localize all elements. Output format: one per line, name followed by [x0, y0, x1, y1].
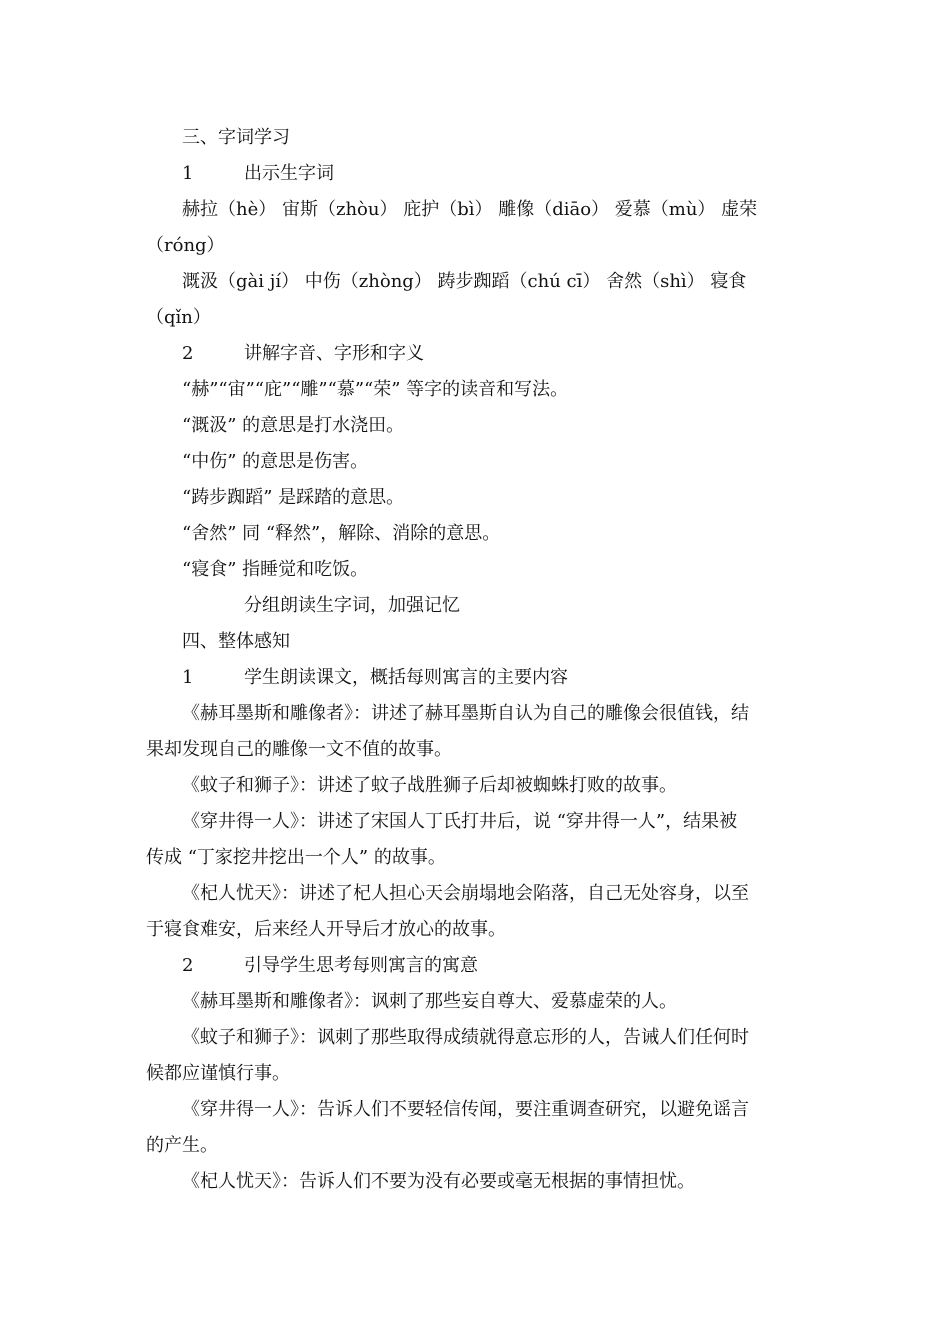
- item-1-heading: [182, 162, 334, 186]
- explanation-line: “踌步踟蹈” 是踩踏的意思。: [182, 487, 405, 508]
- section4-heading: 四、整体感知: [182, 631, 290, 652]
- group-read-line: 分组朗读生字词，加强记忆: [244, 595, 460, 616]
- summary-line: 《杞人忧天》：讲述了杞人担心天会崩塌地会陷落，自己无处容身，以至: [182, 883, 749, 904]
- vocab-line-continuation: （róng）: [146, 235, 225, 256]
- vocab-line: 溉汲（gài jí） 中伤（zhòng） 踌步踟蹈（chú cī） 舍然（shì） 寝食: [182, 271, 747, 292]
- moral-line: 《穿井得一人》：告诉人们不要轻信传闻，要注重调查研究，以避免谣言: [182, 1099, 749, 1120]
- explanation-line: “溉汲” 的意思是打水浇田。: [182, 415, 405, 436]
- vocab-line: 赫拉（hè） 宙斯（zhòu） 庇护（bì） 雕像（diāo） 爱慕（mù） 虚荣: [182, 199, 758, 220]
- explanation-line: “中伤” 的意思是伤害。: [182, 451, 369, 472]
- summary-line-continuation: 于寝食难安，后来经人开导后才放心的故事。: [146, 919, 506, 940]
- explanation-line: “舍然” 同 “释然”，解除、消除的意思。: [182, 523, 501, 544]
- item-number: 2: [182, 955, 194, 976]
- moral-line: 《赫耳墨斯和雕像者》：讽刺了那些妄自尊大、爱慕虚荣的人。: [182, 991, 677, 1012]
- item-number: 2: [182, 343, 194, 364]
- item-2-heading: [182, 954, 478, 978]
- item-number: 1: [182, 667, 194, 688]
- summary-line: 《赫耳墨斯和雕像者》：讲述了赫耳墨斯自认为自己的雕像会很值钱，结: [182, 703, 749, 724]
- item-2-heading: [182, 342, 424, 366]
- section3-heading: 三、字词学习: [182, 127, 290, 148]
- moral-line-continuation: 候都应谨慎行事。: [146, 1063, 290, 1084]
- item-title: 出示生字词: [244, 163, 334, 184]
- explanation-line: “寝食” 指睡觉和吃饭。: [182, 559, 369, 580]
- item-1-heading: [182, 666, 568, 690]
- summary-line: 《穿井得一人》：讲述了宋国人丁氏打井后，说 “穿井得一人”，结果被: [182, 811, 738, 832]
- item-title: 讲解字音、字形和字义: [244, 343, 424, 364]
- vocab-line-continuation: （qǐn）: [146, 307, 211, 328]
- moral-line: 《杞人忧天》：告诉人们不要为没有必要或毫无根据的事情担忧。: [182, 1171, 695, 1192]
- explanation-line: “赫”“宙”“庇”“雕”“慕”“荣” 等字的读音和写法。: [182, 379, 569, 400]
- item-title: 引导学生思考每则寓言的寓意: [244, 955, 478, 976]
- moral-line-continuation: 的产生。: [146, 1135, 218, 1156]
- moral-line: 《蚊子和狮子》：讽刺了那些取得成绩就得意忘形的人，告诫人们任何时: [182, 1027, 749, 1048]
- summary-line-continuation: 果却发现自己的雕像一文不值的故事。: [146, 739, 452, 760]
- item-number: 1: [182, 163, 194, 184]
- summary-line-continuation: 传成 “丁家挖井挖出一个人” 的故事。: [146, 847, 446, 868]
- summary-line: 《蚊子和狮子》：讲述了蚊子战胜狮子后却被蜘蛛打败的故事。: [182, 775, 677, 796]
- item-title: 学生朗读课文，概括每则寓言的主要内容: [244, 667, 568, 688]
